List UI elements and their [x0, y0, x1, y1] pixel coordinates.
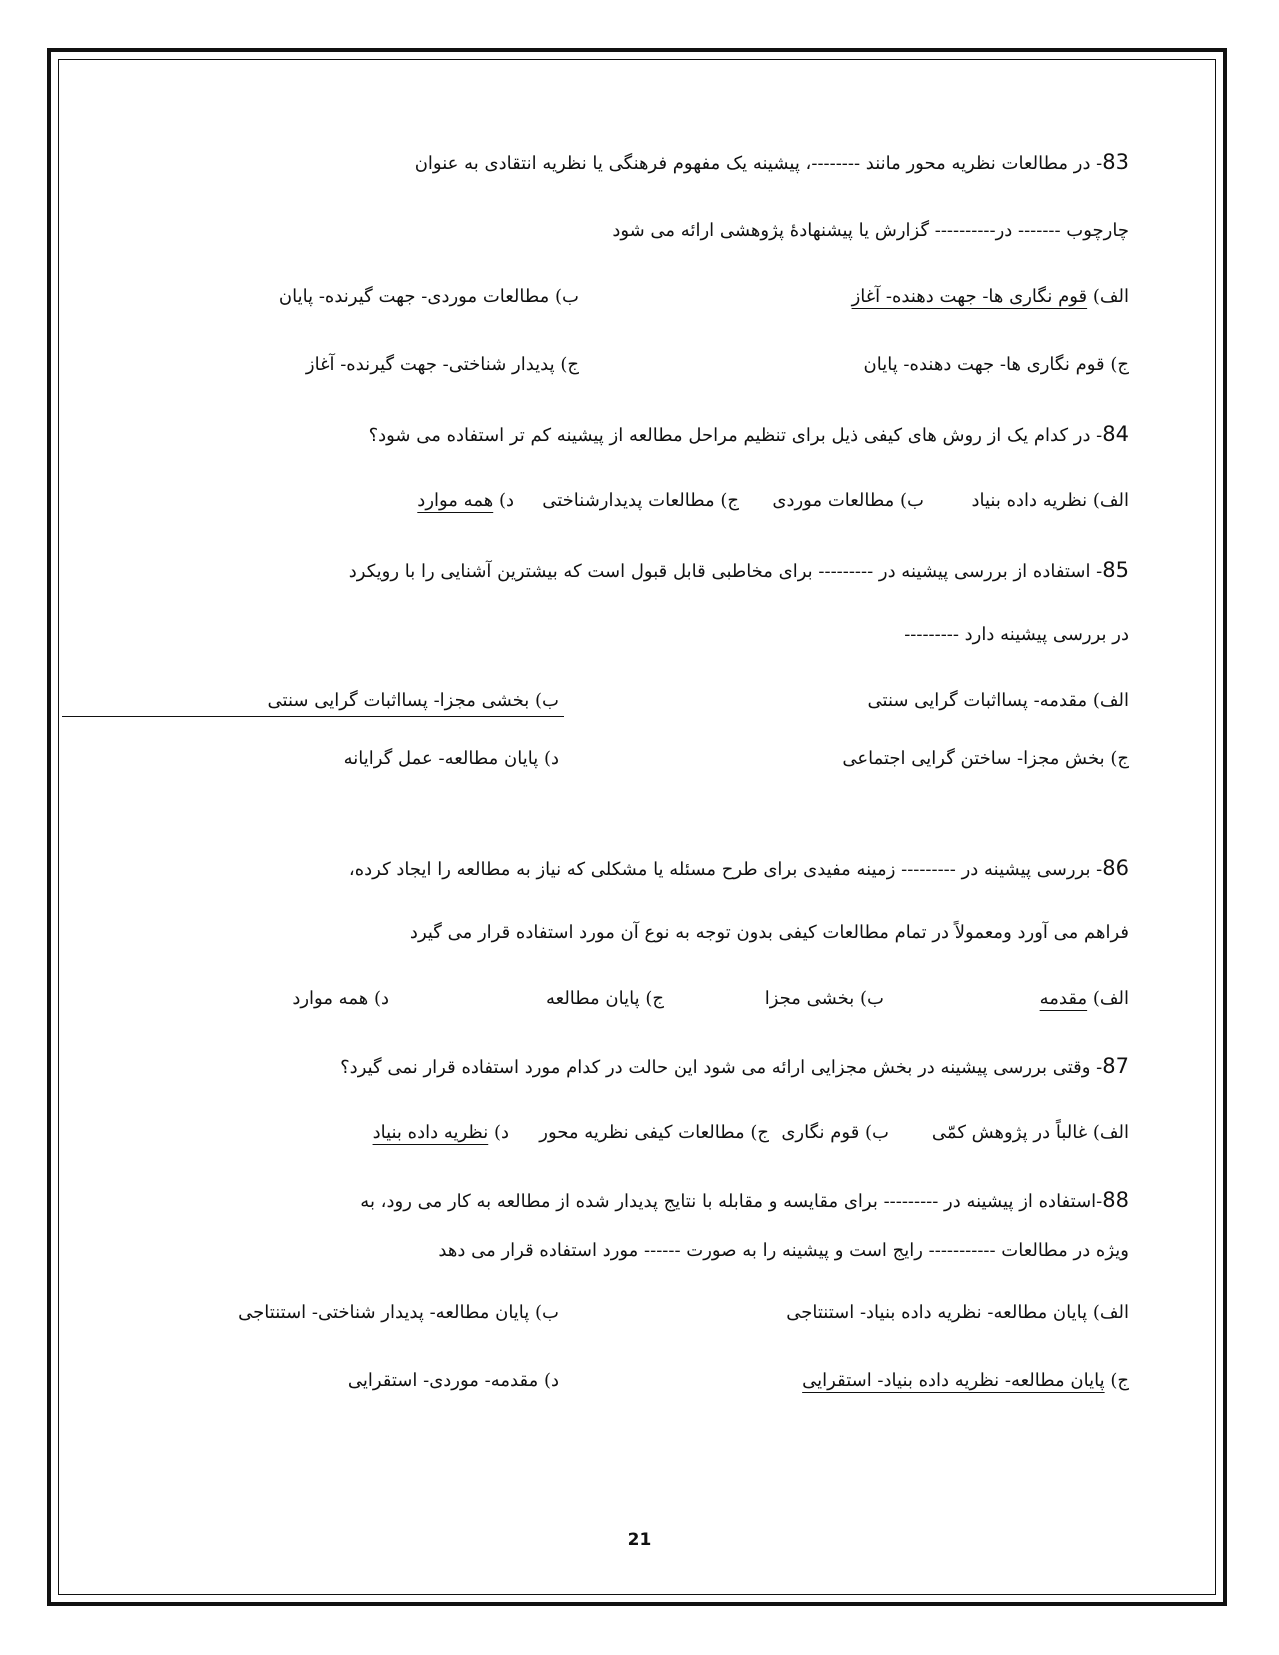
- question-88-line2: ویژه در مطالعات ----------- رایج است و پیشینه را به صورت ------ مورد استفاده قرار می دهد: [438, 1240, 1129, 1261]
- q88-option-d[interactable]: د) مقدمه- موردی- استقرایی: [347, 1370, 559, 1391]
- q85-option-c[interactable]: ج) بخش مجزا- ساختن گرایی اجتماعی: [842, 748, 1129, 769]
- q84-option-c[interactable]: ج) مطالعات پدیدارشناختی: [542, 490, 739, 511]
- q87-option-b[interactable]: ب) قوم نگاری: [781, 1122, 889, 1143]
- q85-option-a[interactable]: الف) مقدمه- پسااثبات گرایی سنتی: [867, 690, 1129, 711]
- q85-option-b[interactable]: ب) بخشی مجزا- پسااثبات گرایی سنتی: [267, 690, 559, 711]
- q86-option-d[interactable]: د) همه موارد: [292, 988, 389, 1009]
- q87-option-a[interactable]: الف) غالباً در پژوهش کمّی: [931, 1122, 1129, 1143]
- q83-option-a[interactable]: الف) قوم نگاری ها- جهت دهنده- آغاز: [851, 286, 1129, 307]
- question-88-line1: 88-استفاده از پیشینه در --------- برای مقایسه و مقابله با نتایج پدیدار شده از مطالعه به کار می رود، به: [360, 1188, 1129, 1212]
- q86-option-c[interactable]: ج) پایان مطالعه: [545, 988, 664, 1009]
- q86-option-b[interactable]: ب) بخشی مجزا: [764, 988, 884, 1009]
- q85-option-d[interactable]: د) پایان مطالعه- عمل گرایانه: [343, 748, 559, 769]
- q84-option-d[interactable]: د) همه موارد: [417, 490, 514, 511]
- q88-option-c[interactable]: ج) پایان مطالعه- نظریه داده بنیاد- استقرایی: [802, 1370, 1129, 1391]
- q88-option-b[interactable]: ب) پایان مطالعه- پدیدار شناختی- استنتاجی: [238, 1302, 559, 1323]
- question-83-line1: 83- در مطالعات نظریه محور مانند --------، پیشینه یک مفهوم فرهنگی یا نظریه انتقادی به عنوان: [414, 150, 1129, 174]
- question-86-line2: فراهم می آورد ومعمولاً در تمام مطالعات کیفی بدون توجه به نوع آن مورد استفاده قرار می گیرد: [409, 922, 1129, 943]
- question-85-line1: 85- استفاده از بررسی پیشینه در --------- برای مخاطبی قابل قبول است که بیشترین آشنایی را با رویکرد: [348, 558, 1129, 582]
- question-86-line1: 86- بررسی پیشینه در --------- زمینه مفیدی برای طرح مسئله یا مشکلی که نیاز به مطالعه را ایجاد کرده،: [348, 856, 1129, 880]
- page-number: 21: [627, 1530, 652, 1550]
- q87-option-c[interactable]: ج) مطالعات کیفی نظریه محور: [539, 1122, 769, 1143]
- q88-option-a[interactable]: الف) پایان مطالعه- نظریه داده بنیاد- استنتاجی: [786, 1302, 1129, 1323]
- q85-answer-underline: [62, 716, 564, 717]
- q83-option-c[interactable]: ج) قوم نگاری ها- جهت دهنده- پایان: [863, 354, 1129, 375]
- q84-option-b[interactable]: ب) مطالعات موردی: [772, 490, 924, 511]
- question-87-line1: 87- وقتی بررسی پیشینه در بخش مجزایی ارائه می شود این حالت در کدام مورد استفاده قرار نمی گیرد؟: [340, 1054, 1129, 1078]
- q83-option-b[interactable]: ب) مطالعات موردی- جهت گیرنده- پایان: [278, 286, 579, 307]
- question-83-line2: چارچوب ------- در---------- گزارش یا پیشنهادهٔ پژوهشی ارائه می شود: [612, 220, 1129, 241]
- q87-option-d[interactable]: د) نظریه داده بنیاد: [372, 1122, 509, 1143]
- q86-option-a[interactable]: الف) مقدمه: [1039, 988, 1129, 1009]
- q84-option-a[interactable]: الف) نظریه داده بنیاد: [971, 490, 1129, 511]
- question-84-line1: 84- در کدام یک از روش های کیفی ذیل برای تنظیم مراحل مطالعه از پیشینه کم تر استفاده می شود؟: [368, 422, 1129, 446]
- question-85-line2: در بررسی پیشینه دارد ---------: [904, 624, 1129, 645]
- q83-option-d[interactable]: ج) پدیدار شناختی- جهت گیرنده- آغاز: [305, 354, 579, 375]
